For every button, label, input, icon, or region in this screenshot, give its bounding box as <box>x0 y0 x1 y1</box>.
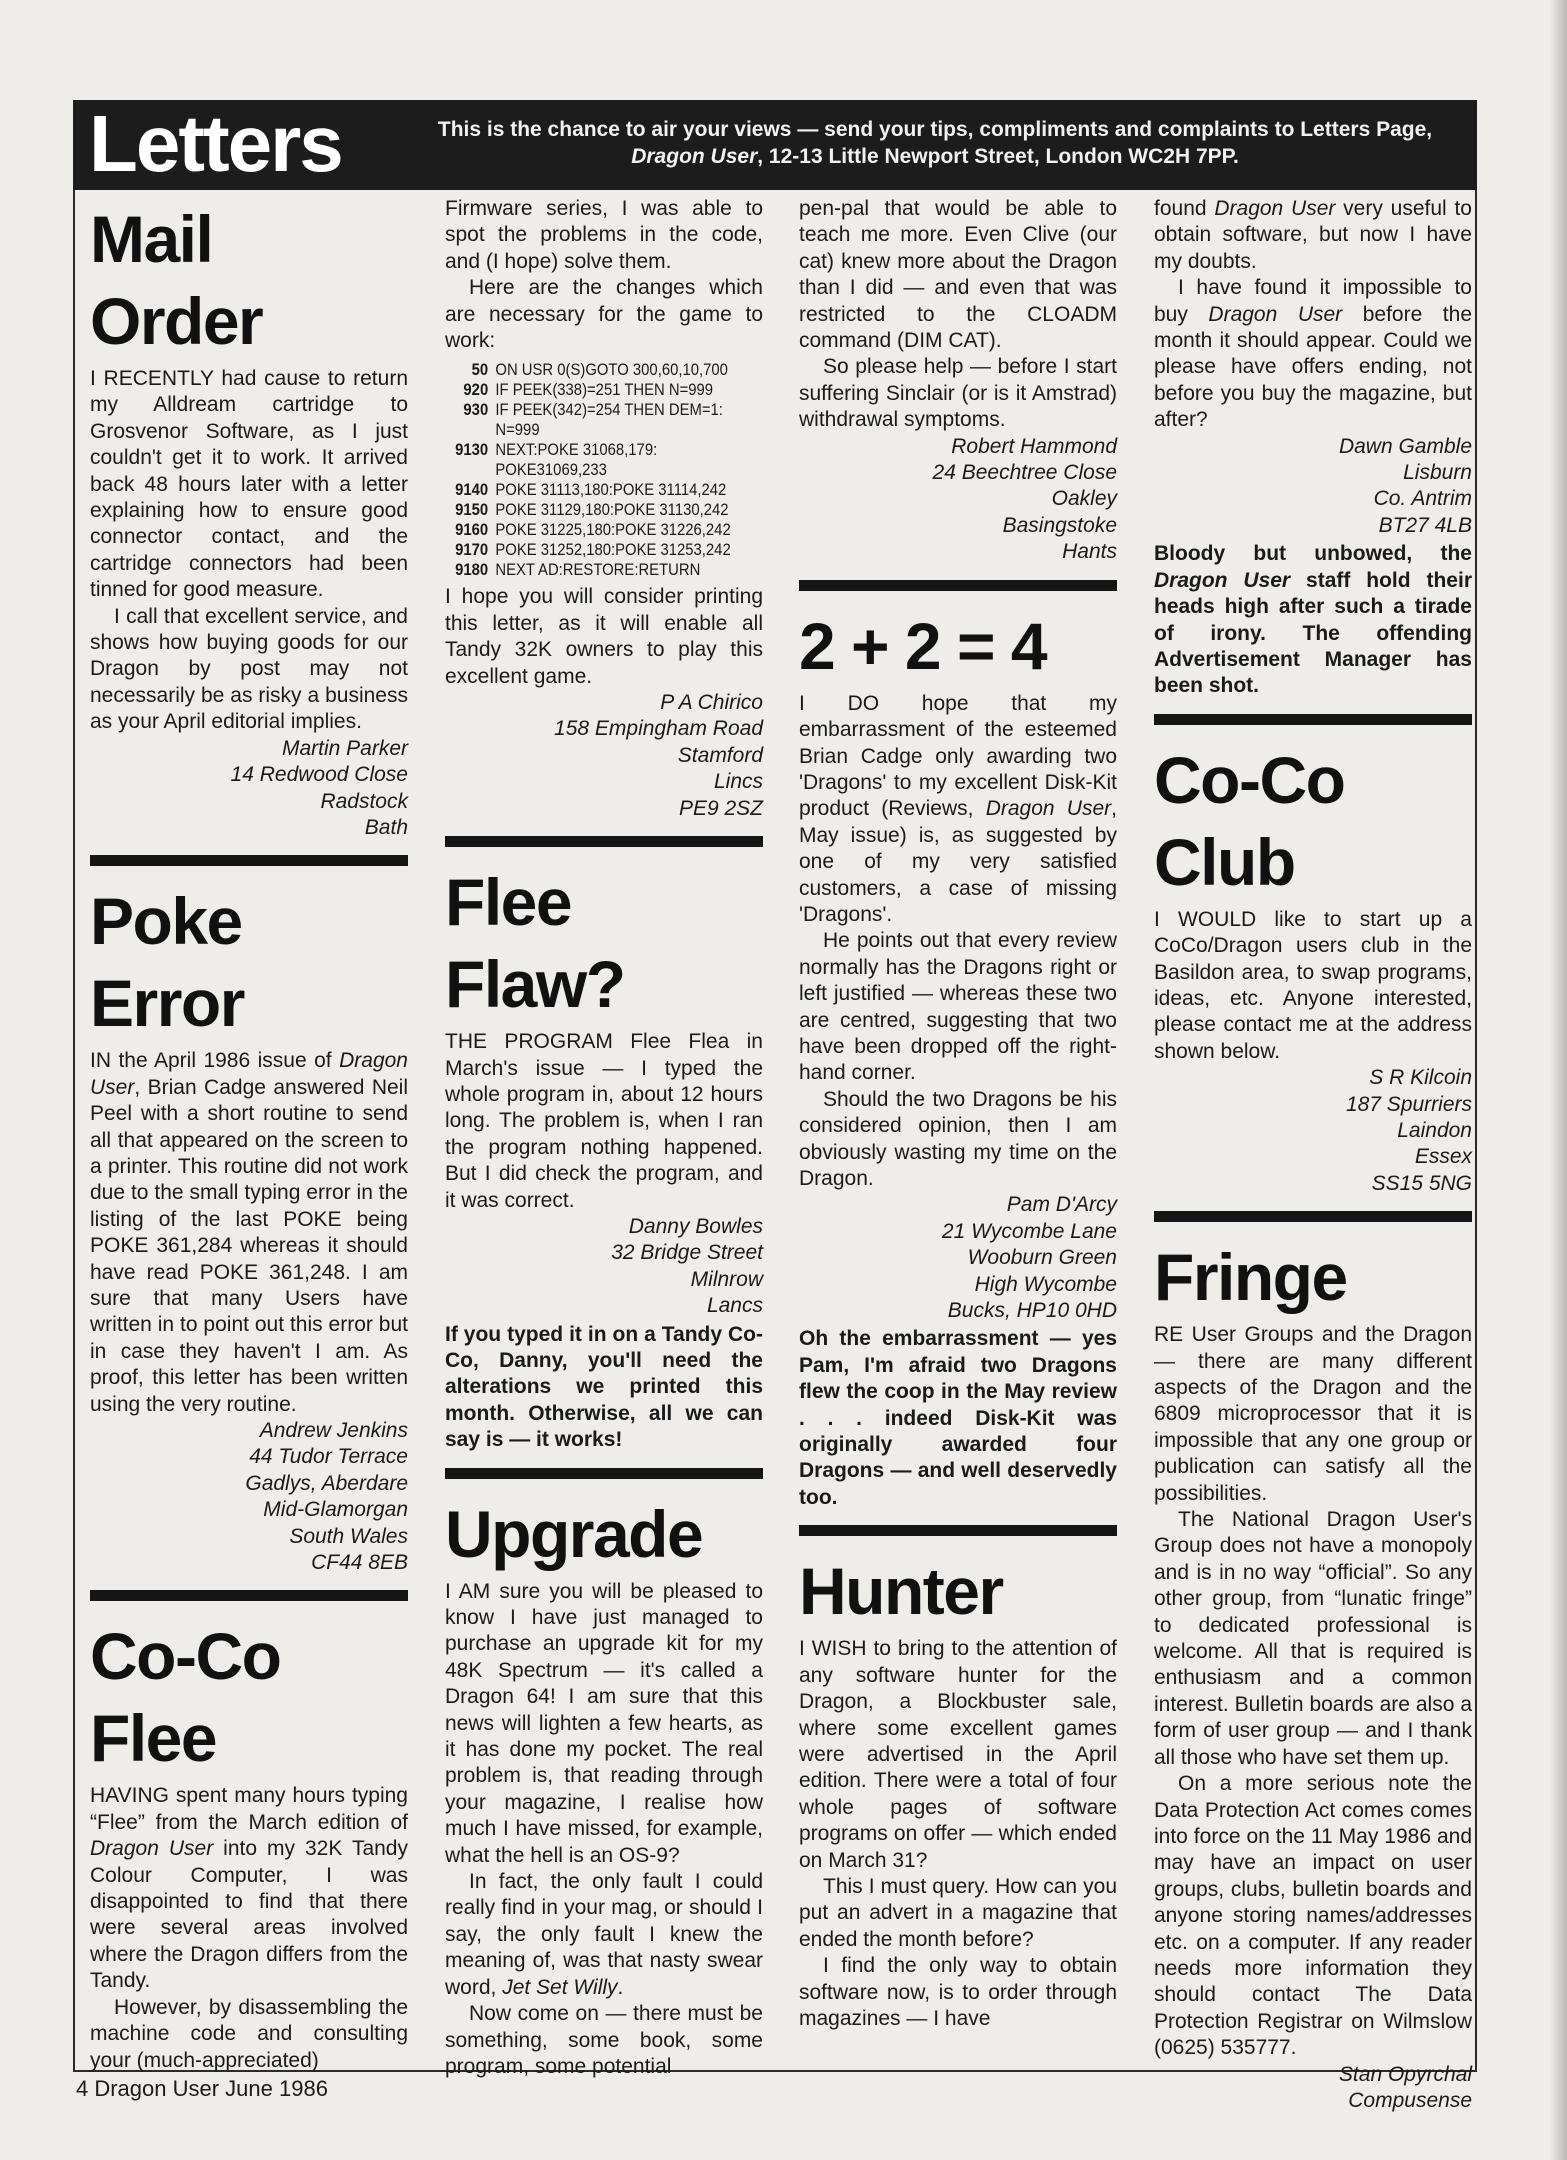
text-segment: I RECENTLY had cause to return my Alldream cartridge to Grosvenor Software, as I just couldn't get it to work. It arrived back 48 hours later with a letter explaining how to ensure good connector contact, and the cartridge connectors had been tinned for good measure. <box>90 367 408 602</box>
italic-text: Jet Set Willy <box>502 1975 618 1999</box>
letter-paragraph <box>1154 196 1472 275</box>
column-4 <box>1154 196 1472 2112</box>
code-line <box>445 500 760 520</box>
text-segment: If you typed it in on a Tandy Co-Co, Danny, you'll need the alterations we printed this month. Otherwise, all we can say is — it works! <box>445 1322 763 1452</box>
text-segment: This I must query. How can you put an advert in a magazine that ended the month before? <box>799 1874 1117 1951</box>
letter-paragraph <box>1154 1322 1472 1507</box>
text-segment: Should the two Dragons be his considered opinion, then I am obviously wasting my time on the Dragon. <box>799 1087 1117 1190</box>
text-segment: Here are the changes which are necessary for the game to work: <box>445 276 763 353</box>
letter-paragraph <box>799 1953 1117 2032</box>
signature-line: High Wycombe <box>974 1272 1117 1296</box>
letter-paragraph <box>90 1783 408 1994</box>
heading-line: Co-Co <box>90 1619 281 1694</box>
signature-line: SS15 5NG <box>1371 1171 1472 1195</box>
letter-paragraph <box>1154 907 1472 1065</box>
signature-line: PE9 2SZ <box>678 796 763 820</box>
italic-text: Dragon User <box>985 797 1112 821</box>
code-text: POKE 31129,180:POKE 31130,242 <box>495 501 729 520</box>
column-1 <box>90 196 408 2072</box>
signature-line: Stan Opyrchal <box>1338 2062 1472 2086</box>
section-title: Letters <box>89 99 342 188</box>
letter-heading <box>1154 1236 1472 1318</box>
text-segment: THE PROGRAM Flee Flea in March's issue — I typed the whole program in, about 12 hours long. The problem is, when I ran the program nothing happened. But I did check the program, and it was correct. <box>445 1030 763 1212</box>
text-segment: , May issue) is, as suggested by one of my very satisfied customers, a case of missing 'Dragons'. <box>799 797 1117 926</box>
signature-line: S R Kilcoin <box>1369 1066 1472 1090</box>
letter-paragraph <box>799 354 1117 433</box>
heading-line: 2 + 2 = 4 <box>799 608 1047 683</box>
text-segment: RE User Groups and the Dragon — there are many different aspects of the Dragon and the 6809 microprocessor that it is impossible that any one group or publication can satisfy all the possibilities. <box>1154 1323 1472 1505</box>
section-divider <box>799 1525 1117 1536</box>
line-number: 50 <box>471 361 489 380</box>
code-text: POKE 31225,180:POKE 31226,242 <box>495 521 731 540</box>
code-line <box>445 360 760 380</box>
section-divider <box>799 580 1117 591</box>
text-segment: I AM sure you will be pleased to know I have just managed to purchase an upgrade kit for my 48K Spectrum — it's called a Dragon 64! I am sure that this news will lighten a few hearts, as it has done my pocket. The real problem is, that reading through your magazine, I realise how much I have missed, for example, what the hell is an OS-9? <box>445 1579 763 1867</box>
text-segment: HAVING spent many hours typing “Flee” from the March edition of <box>90 1784 408 1834</box>
code-text: POKE 31113,180:POKE 31114,242 <box>495 481 727 500</box>
heading-line: Error <box>90 966 244 1041</box>
signature-line: Stamford <box>677 743 763 767</box>
code-text: NEXT AD:RESTORE:RETURN <box>495 561 701 580</box>
signature-line: South Wales <box>289 1524 408 1548</box>
editor-reply <box>445 1322 763 1454</box>
signature-line: Mid-Glamorgan <box>263 1498 408 1522</box>
letter-paragraph <box>799 1874 1117 1953</box>
text-segment: I WISH to bring to the attention of any software hunter for the Dragon, a Blockbuster sale, where some excellent games were advertised in the April edition. There were a total of four whole pages of software programs on offer — which ended on March 31? <box>799 1637 1117 1872</box>
signature-line: 21 Wycombe Lane <box>941 1219 1117 1243</box>
section-divider <box>1154 1211 1472 1222</box>
italic-text: Dragon User <box>1208 302 1343 326</box>
text-segment: The National Dragon User's Group does not have a monopoly and is in no way “official”. So any other group, from “lunatic fringe” to dedicated professional is welcome. All that is required is enthusiasm and a common interest. Bulletin boards are also a form of user group — and I thank all those who have set them up. <box>1154 1508 1472 1769</box>
column-3 <box>799 196 1117 2068</box>
code-line <box>445 480 760 500</box>
text-segment: before the month it should appear. Could we please have offers ending, not before you buy the magazine, but after? <box>1154 302 1472 432</box>
text-segment: This is the chance to air your views — send your tips, compliments and complaints to Letters Page, <box>437 118 1433 141</box>
letter-paragraph <box>1154 275 1472 433</box>
signature-line: CF44 8EB <box>311 1551 408 1575</box>
signature-line: 32 Bridge Street <box>611 1241 763 1265</box>
code-text: NEXT:POKE 31068,179: <box>495 441 658 460</box>
signature-line: Co. Antrim <box>1373 487 1472 511</box>
text-segment: IN the April 1986 issue of <box>90 1049 340 1073</box>
text-segment: found <box>1154 197 1215 220</box>
letter-paragraph <box>799 1636 1117 1874</box>
letter-signature <box>1154 434 1472 540</box>
letter-paragraph <box>799 928 1117 1086</box>
line-number: 9130 <box>455 441 489 460</box>
code-text: POKE31069,233 <box>495 461 607 480</box>
code-line <box>445 440 760 460</box>
letter-paragraph <box>799 1087 1117 1193</box>
heading-line: Flee <box>445 865 572 940</box>
signature-line: 44 Tudor Terrace <box>249 1445 408 1469</box>
letter-paragraph <box>90 604 408 736</box>
text-segment: I DO hope that my embarrassment of the esteemed Brian Cadge only awarding two 'Dragons' to my excellent Disk-Kit product (Reviews, <box>799 691 1117 821</box>
text-segment: He points out that every review normally has the Dragons right or left justified — whereas these two are centred, suggesting that two have been dropped off the right-hand corner. <box>799 929 1117 1085</box>
signature-line: Basingstoke <box>1002 513 1117 537</box>
line-number: 9170 <box>455 541 489 560</box>
code-line <box>445 560 760 580</box>
letter-heading <box>445 861 763 1025</box>
section-divider <box>90 1590 408 1601</box>
text-segment: , 12-13 Little Newport Street, London WC2H 7PP. <box>757 145 1239 168</box>
heading-line: Flaw? <box>445 947 625 1022</box>
letter-signature <box>445 1214 763 1320</box>
text-segment: I find the only way to obtain software now, is to order through magazines — I have <box>799 1954 1117 2030</box>
code-line <box>445 400 760 420</box>
italic-text: Dragon User <box>631 145 758 168</box>
italic-text: Dragon User <box>90 1049 408 1099</box>
editor-reply <box>799 1326 1117 1511</box>
page-footer: 4 Dragon User June 1986 <box>76 2076 328 2101</box>
signature-line: Oakley <box>1051 487 1117 511</box>
text-segment: In fact, the only fault I could really find in your mag, or should I say, the only fault I knew the meaning of, was that nasty swear word, <box>445 1870 763 1999</box>
signature-line: Lancs <box>706 1294 763 1318</box>
letter-paragraph <box>799 691 1117 929</box>
letter-paragraph <box>445 1029 763 1214</box>
text-segment: I WOULD like to start up a CoCo/Dragon users club in the Basildon area, to swap programs, ideas, etc. Anyone interested, please contact me at the address shown below. <box>1154 907 1472 1063</box>
line-number: 920 <box>463 381 489 400</box>
code-text: POKE 31252,180:POKE 31253,242 <box>495 541 731 560</box>
letter-signature <box>799 1192 1117 1324</box>
editor-reply <box>1154 541 1472 699</box>
heading-line: Club <box>1154 824 1295 899</box>
signature-line: Milnrow <box>690 1267 763 1291</box>
line-number: 9140 <box>455 481 489 500</box>
letter-paragraph <box>445 275 763 354</box>
code-text: IF PEEK(342)=254 THEN DEM=1: <box>495 401 723 420</box>
letter-paragraph <box>445 1869 763 2001</box>
letters-header-banner <box>73 100 1477 190</box>
heading-line: Flee <box>90 1701 217 1776</box>
line-number <box>445 420 495 440</box>
text-segment: I hope you will consider printing this letter, as it will enable all Tandy 32K owners to play this excellent game. <box>445 585 763 688</box>
code-text: IF PEEK(338)=251 THEN N=999 <box>495 381 714 400</box>
signature-line: Laindon <box>1397 1118 1472 1142</box>
text-segment: Bloody but unbowed, the <box>1154 542 1472 566</box>
text-segment: staff hold their heads high after such a tirade of irony. The offending Advertisement Manager has been shot. <box>1154 568 1472 698</box>
signature-line: 187 Spurriers <box>1345 1092 1472 1116</box>
line-number: 9150 <box>455 501 489 520</box>
code-line <box>445 380 760 400</box>
text-segment: However, by disassembling the machine code and consulting your (much-appreciated) <box>90 1995 408 2072</box>
italic-text: Dragon User <box>1214 197 1336 220</box>
signature-line: Hants <box>1062 540 1117 564</box>
signature-line: Compusense <box>1348 2088 1472 2112</box>
section-divider <box>1154 714 1472 725</box>
signature-line: Wooburn Green <box>967 1246 1117 1270</box>
section-divider <box>445 836 763 847</box>
signature-line: Pam D'Arcy <box>1006 1193 1117 1217</box>
letter-heading <box>799 1550 1117 1632</box>
italic-text: Dragon User <box>90 1837 214 1861</box>
heading-line: Fringe <box>1154 1240 1347 1315</box>
code-listing <box>445 360 760 580</box>
letter-paragraph <box>445 2001 763 2080</box>
text-segment: On a more serious note the Data Protection Act comes comes into force on the 11 May 1986 and may have an impact on user groups, clubs, bulletin boards and anyone storing names/addresses etc. on a computer. If any reader needs more information they should contact The Data Protection Registrar on Wilmslow (0625) 535777. <box>1154 1772 1472 2060</box>
letter-heading <box>1154 739 1472 903</box>
signature-line: Martin Parker <box>281 736 408 760</box>
column-2 <box>445 196 763 2078</box>
code-text: N=999 <box>495 421 540 440</box>
signature-line: Bucks, HP10 0HD <box>947 1299 1117 1323</box>
code-line <box>445 420 760 440</box>
text-segment: Now come on — there must be something, some book, some program, some potential <box>445 2002 763 2078</box>
letter-paragraph <box>445 584 763 690</box>
letter-paragraph <box>799 196 1117 354</box>
signature-line: Robert Hammond <box>951 434 1117 458</box>
heading-line: Mail <box>90 202 213 276</box>
signature-line: Andrew Jenkins <box>259 1419 408 1442</box>
line-number <box>445 460 495 480</box>
scan-edge-shadow <box>1549 0 1567 2160</box>
letter-paragraph <box>90 1048 408 1418</box>
signature-line: Gadlys, Aberdare <box>245 1471 408 1495</box>
code-line <box>445 540 760 560</box>
letter-paragraph <box>445 196 763 275</box>
letter-heading <box>799 605 1117 687</box>
signature-line: Lisburn <box>1403 461 1472 485</box>
letter-signature <box>90 1418 408 1576</box>
text-segment: very useful to obtain software, but now I have my doubts. <box>1154 197 1472 273</box>
text-segment: . <box>617 1975 624 1999</box>
code-line <box>445 460 760 480</box>
line-number: 9160 <box>455 521 489 540</box>
heading-line: Order <box>90 284 263 358</box>
letter-paragraph <box>1154 1507 1472 1771</box>
letter-heading <box>90 198 408 362</box>
signature-line: 24 Beechtree Close <box>932 461 1117 485</box>
heading-line: Hunter <box>799 1554 1003 1629</box>
header-subtitle <box>413 116 1457 170</box>
text-segment: into my 32K Tandy Colour Computer, I was disappointed to find that there were several areas involved where the Dragon differs from the Tandy. <box>90 1837 408 1993</box>
letter-signature <box>1154 2062 1472 2115</box>
text-segment: Oh the embarrassment — yes Pam, I'm afraid two Dragons flew the coop in the May review . . . indeed Disk-Kit was originally awarded four Dragons — and well deservedly too. <box>799 1327 1117 1509</box>
code-line <box>445 520 760 540</box>
heading-line: Poke <box>90 884 242 959</box>
text-segment: I have found it impossible to buy <box>1154 276 1472 326</box>
line-number: 930 <box>463 401 489 420</box>
signature-line: 14 Redwood Close <box>230 763 408 787</box>
signature-line: Essex <box>1414 1145 1472 1169</box>
signature-line: BT27 4LB <box>1378 513 1472 537</box>
letter-signature <box>90 736 408 842</box>
letter-signature <box>799 434 1117 566</box>
signature-line: Lincs <box>713 770 763 794</box>
section-divider <box>445 1468 763 1479</box>
letter-heading <box>90 880 408 1044</box>
letter-paragraph <box>1154 1771 1472 2061</box>
letter-paragraph <box>445 1579 763 1869</box>
text-segment: pen-pal that would be able to teach me more. Even Clive (our cat) knew more about the Dragon than I did — and even that was restricted to the CLOADM command (DIM CAT). <box>799 197 1117 353</box>
code-text: ON USR 0(S)GOTO 300,60,10,700 <box>495 361 728 380</box>
text-segment: Firmware series, I was able to spot the problems in the code, and (I hope) solve them. <box>445 197 763 273</box>
text-segment: So please help — before I start suffering Sinclair (or is it Amstrad) withdrawal symptoms. <box>799 355 1117 432</box>
signature-line: 158 Empingham Road <box>554 717 763 741</box>
signature-line: Dawn Gamble <box>1338 434 1472 458</box>
signature-line: P A Chirico <box>660 691 763 715</box>
letter-signature <box>445 690 763 822</box>
text-segment: I call that excellent service, and shows how buying goods for our Dragon by post may not necessarily be as risky a business as your April editorial implies. <box>90 604 408 734</box>
signature-line: Danny Bowles <box>628 1214 763 1238</box>
section-divider <box>90 855 408 866</box>
line-number: 9180 <box>455 561 489 580</box>
heading-line: Upgrade <box>445 1496 703 1571</box>
italic-text: Dragon User <box>1154 568 1291 592</box>
signature-line: Radstock <box>320 789 408 813</box>
signature-line: Bath <box>364 815 408 839</box>
letter-heading <box>90 1615 408 1779</box>
letter-paragraph <box>90 366 408 604</box>
letter-paragraph <box>90 1995 408 2074</box>
text-segment: , Brian Cadge answered Neil Peel with a short routine to send all that appeared on the screen to a printer. This routine did not work due to the small typing error in the listing of the last POKE being POKE 361,284 whereas it should have read POKE 361,248. I am sure that many Users have written in to point out this error but in case they haven't I am. As proof, this letter has been written using the very routine. <box>90 1075 408 1416</box>
letter-signature <box>1154 1065 1472 1197</box>
heading-line: Co-Co <box>1154 742 1345 817</box>
letter-heading <box>445 1493 763 1575</box>
